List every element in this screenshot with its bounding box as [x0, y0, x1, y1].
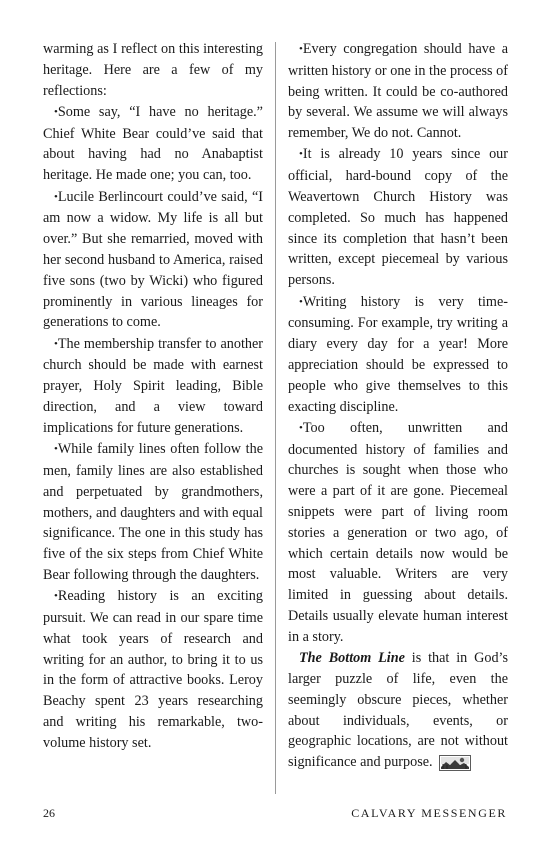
bullet-text: Too often, unwritten and documented history of families and churches is sought when those who were a part of it are gone. Piecemeal snippets were part of living room stories a generation or two ago, of which certain details now would be most valuable. Writers are very limited in guessing about details. Details usually elevate human interest in a story. — [288, 419, 508, 645]
bullet-text: It is already 10 years since our official, hard-bound copy of the Weavertown Church History was completed. So much has happened since its completion that hasn’t been written, except piecemeal by various persons. — [288, 146, 508, 289]
left-column — [43, 39, 263, 754]
bullet-icon: • — [299, 43, 303, 55]
bullet-icon: • — [54, 337, 58, 350]
closing-text: is that in God’s larger puzzle of life, even the seemingly obscure pieces, whether about individuals, events, or geographic locations, are not without significance and purpose. — [288, 650, 508, 771]
paragraph-intro: warming as I reflect on this interesting heritage. Here are a few of my reflections: — [43, 41, 263, 99]
bullet-icon: • — [299, 421, 303, 434]
bullet-icon: • — [299, 148, 303, 161]
bullet-text: Every congregation should have a written history or one in the process of being written. It could be co-authored by several. We assume we will always remember, We do not. Cannot. — [288, 41, 508, 142]
bottom-line-lead: The Bottom Line — [299, 650, 405, 667]
bullet-paragraph — [288, 418, 508, 648]
bullet-paragraph — [43, 439, 263, 586]
column-divider — [275, 42, 276, 794]
bullet-text: While family lines often follow the men, family lines are also established and perpetuated by grandmothers, mothers, and daughters and with equal significance. The one in this study has five of the six steps from Chief White Bear following through the daughters. — [43, 441, 263, 583]
bullet-text: Some say, “I have no heritage.” Chief White Bear could’ve said that about having had no Anabaptist heritage. He made one; you can, too. — [43, 103, 263, 184]
magazine-title: CALVARY MESSENGER — [351, 806, 507, 820]
bullet-paragraph — [288, 39, 508, 144]
bullet-icon: • — [54, 590, 58, 603]
closing-paragraph — [288, 648, 508, 773]
bullet-text: The membership transfer to another church should be made with earnest prayer, Holy Spirit leading, Bible direction, and a view toward implications for future generations. — [43, 335, 263, 436]
landscape-vignette-icon — [439, 755, 471, 771]
page-number: 26 — [43, 806, 55, 820]
bullet-icon: • — [54, 105, 58, 118]
bullet-icon: • — [54, 443, 58, 456]
bullet-paragraph — [43, 102, 263, 186]
bullet-paragraph — [43, 187, 263, 334]
bullet-icon: • — [299, 295, 303, 308]
page-footer — [43, 806, 507, 824]
bullet-text: Writing history is very time-consuming. For example, try writing a diary every day for a year! More appreciation should be expressed to people who give themselves to this exacting discipline. — [288, 293, 508, 415]
bullet-paragraph — [288, 292, 508, 418]
bullet-text: Reading history is an exciting pursuit. We can read in our spare time what took years of research and writing for an author, to bring it to us in the form of attractive books. Leroy Beachy spent 23 years researching and writing his remarkable, two-volume history set. — [43, 588, 263, 751]
bullet-text: Lucile Berlincourt could’ve said, “I am now a widow. My life is all but over.” But she remarried, moved with her second husband to America, raised five sons (two by Wicki) who figured prominently in various lineages for generations to come. — [43, 188, 263, 331]
bullet-paragraph — [288, 144, 508, 291]
right-column — [288, 39, 508, 773]
bullet-icon: • — [54, 190, 58, 203]
bullet-paragraph — [43, 334, 263, 439]
bullet-paragraph — [43, 586, 263, 753]
